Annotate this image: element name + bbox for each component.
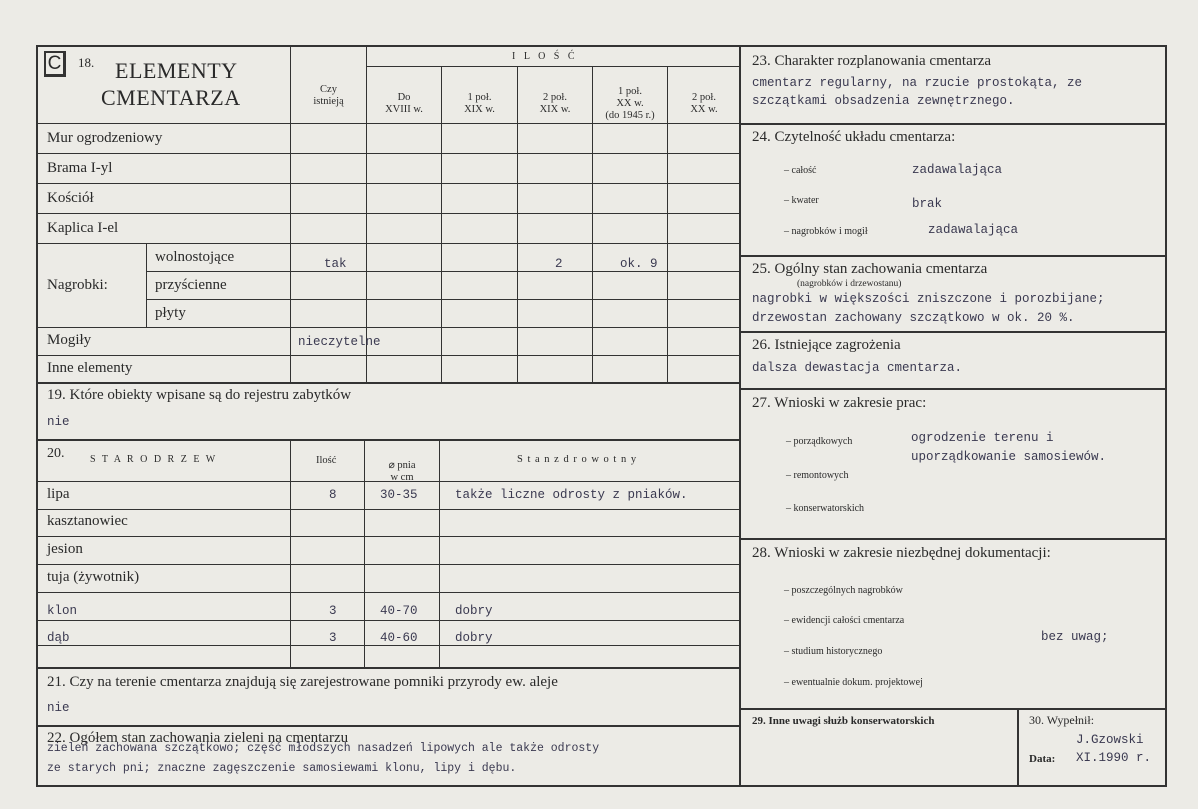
section18-title-line1: ELEMENTY <box>115 58 238 83</box>
row-label-mogily: Mogiły <box>47 332 92 348</box>
section26-value: dalsza dewastacja cmentarza. <box>752 361 963 375</box>
section20-col-ilosc: Ilość <box>316 455 337 466</box>
section28-item2: – ewidencji całości cmentarza <box>784 615 905 626</box>
section27-porz-value1: ogrodzenie terenu i <box>911 431 1054 445</box>
row-label-plyty: płyty <box>155 305 186 321</box>
outer-border-left <box>36 45 38 787</box>
hline <box>36 667 740 669</box>
hline <box>740 331 1166 333</box>
tree-row-ilosc: 3 <box>329 604 337 618</box>
hline <box>36 725 740 727</box>
col-header-1pol20 <box>593 74 667 122</box>
row-label-przyscienne: przyścienne <box>155 277 227 293</box>
section22-title: 22. Ogółem stan zachowania zieleni na cmentarzu <box>47 730 349 746</box>
hline <box>36 153 740 154</box>
hline <box>36 355 740 356</box>
hline <box>36 327 740 328</box>
col-header-2pol20-text: 2 poł. XX w. <box>690 92 718 116</box>
hline <box>740 255 1166 257</box>
tree-row-ilosc: 8 <box>329 488 337 502</box>
col-header-2pol20 <box>668 80 740 116</box>
section27-title: 27. Wnioski w zakresie prac: <box>752 395 927 411</box>
hline <box>740 538 1166 540</box>
section20-col-pnia <box>365 448 439 484</box>
section20-col-pnia-text: ⌀ pnia w cm <box>388 460 416 484</box>
col-header-2pol19-text: 2 poł. XIX w. <box>539 92 571 116</box>
hline <box>36 213 740 214</box>
hline <box>36 536 740 537</box>
section24-nagrobkow-label: – nagrobków i mogił <box>784 226 868 237</box>
section25-title: 25. Ogólny stan zachowania cmentarza <box>752 261 988 277</box>
col-header-1pol19-text: 1 poł. XIX w. <box>464 92 495 116</box>
ilosc-underline <box>367 66 740 67</box>
row-label-nagrobki: Nagrobki: <box>47 277 108 293</box>
tree-row-ilosc: 3 <box>329 631 337 645</box>
tree-row-pnia: 40-60 <box>380 631 418 645</box>
section19-value: nie <box>47 415 70 429</box>
section30-data-label: Data: <box>1029 753 1056 765</box>
section27-konserw-label: – konserwatorskich <box>786 503 865 514</box>
hline <box>36 183 740 184</box>
c-box-letter: C <box>47 53 62 74</box>
tree-row-stan: także liczne odrosty z pniaków. <box>455 488 688 502</box>
section21-title: 21. Czy na terenie cmentarza znajdują się zarejestrowane pomniki przyrody ew. aleje <box>47 674 558 690</box>
col-header-1pol20-text: 1 poł. XX w. (do 1945 r.) <box>605 86 655 122</box>
mogily-czy-value: nieczytelne <box>298 335 381 349</box>
hline <box>36 382 740 384</box>
section27-remont-label: – remontowych <box>786 470 849 481</box>
section23-title: 23. Charakter rozplanowania cmentarza <box>752 53 992 69</box>
vline <box>439 440 440 668</box>
col-header-do-text: Do XVIII w. <box>385 92 423 116</box>
wolno-czy-value: tak <box>324 257 347 271</box>
section27-porz-label: – porządkowych <box>786 436 853 447</box>
section29-title: 29. Inne uwagi służb konserwatorskich <box>752 715 935 727</box>
tree-row-name: dąb <box>47 631 70 645</box>
ilosc-label: I L O Ś Ć <box>512 51 578 62</box>
section24-title: 24. Czytelność układu cmentarza: <box>752 129 956 145</box>
col-header-czy <box>291 72 366 108</box>
hline <box>36 592 740 593</box>
section20-col-stan: S t a n z d r o w o t n y <box>517 454 638 465</box>
outer-border-bottom <box>36 785 1167 787</box>
row-label-inne: Inne elementy <box>47 360 133 376</box>
section20-number: 20. <box>47 446 65 461</box>
row-label-wolnostojace: wolnostojące <box>155 249 235 265</box>
col-header-czy-text: Czy istnieją <box>313 84 344 108</box>
section30-title: 30. Wypełnił: <box>1029 713 1095 727</box>
section18-title-line2: CMENTARZA <box>101 85 241 110</box>
section23-line1: cmentarz regularny, na rzucie prostokąta, ze <box>752 76 1083 90</box>
tree-row-stan: dobry <box>455 631 493 645</box>
section28-item3: – studium historycznego <box>784 646 883 657</box>
tree-row-pnia: 30-35 <box>380 488 418 502</box>
tree-row-stan: dobry <box>455 604 493 618</box>
hline <box>36 645 740 646</box>
section28-title: 28. Wnioski w zakresie niezbędnej dokumentacji: <box>752 545 1051 561</box>
section25-line1: nagrobki w większości zniszczone i porozbijane; <box>752 292 1105 306</box>
hline <box>36 564 740 565</box>
c-box <box>44 51 66 77</box>
row-label-mur: Mur ogrodzeniowy <box>47 130 163 146</box>
section30-name: J.Gzowski <box>1076 733 1144 747</box>
wolno-2pol19-value: 2 <box>555 257 563 271</box>
hline <box>740 708 1166 710</box>
hline <box>36 509 740 510</box>
section21-value: nie <box>47 701 70 715</box>
section20-title: S T A R O D R Z E W <box>90 454 218 465</box>
hline <box>36 620 740 621</box>
row-label-kosciol: Kościół <box>47 190 94 206</box>
section28-item4: – ewentualnie dokum. projektowej <box>784 677 923 688</box>
section25-subtitle: (nagrobków i drzewostanu) <box>797 279 902 289</box>
section24-kwater-value: brak <box>912 197 943 211</box>
vline <box>290 440 291 668</box>
row-label-kaplica: Kaplica I-el <box>47 220 119 236</box>
section24-calosc-value: zadawalająca <box>912 163 1003 177</box>
tree-row-name: jesion <box>47 541 83 557</box>
center-divider <box>739 45 741 787</box>
hline <box>36 123 740 124</box>
row-label-brama: Brama I-yl <box>47 160 113 176</box>
col-header-2pol19 <box>518 80 592 116</box>
section24-calosc-label: – całość <box>784 165 817 176</box>
section27-porz-value2: uporządkowanie samosiewów. <box>911 450 1107 464</box>
section23-line2: szczątkami obsadzenia zewnętrznego. <box>752 94 1015 108</box>
hline <box>740 123 1166 125</box>
vline <box>1017 708 1019 786</box>
tree-row-name: lipa <box>47 486 70 502</box>
section22-line1: zieleń zachowana szczątkowo; część młodszych nasadzeń lipowych ale także odrosty <box>47 742 600 755</box>
outer-border-right <box>1165 45 1167 787</box>
tree-row-pnia: 40-70 <box>380 604 418 618</box>
hline <box>36 243 740 244</box>
tree-row-name: klon <box>47 604 78 618</box>
wolno-1pol20-value: ok. 9 <box>620 257 658 271</box>
tree-row-name: kasztanowiec <box>47 513 128 529</box>
section26-title: 26. Istniejące zagrożenia <box>752 337 901 353</box>
hline <box>36 439 740 441</box>
section28-value: bez uwag; <box>1041 630 1109 644</box>
col-header-do <box>367 80 441 116</box>
hline <box>146 299 740 300</box>
section24-nagrobkow-value: zadawalająca <box>928 223 1019 237</box>
section22-line2: ze starych pni; znaczne zagęszczenie samosiewami klonu, lipy i dębu. <box>47 762 517 775</box>
section25-line2: drzewostan zachowany szczątkowo w ok. 20 %. <box>752 311 1075 325</box>
outer-border-top <box>36 45 1167 47</box>
section28-item1: – poszczególnych nagrobków <box>784 585 903 596</box>
section30-data-value: XI.1990 r. <box>1076 751 1152 765</box>
section18-number: 18. <box>78 55 95 70</box>
section19-title: 19. Które obiekty wpisane są do rejestru zabytków <box>47 387 352 403</box>
hline <box>146 271 740 272</box>
col-header-1pol19 <box>442 80 517 116</box>
hline <box>740 388 1166 390</box>
vline <box>146 243 147 327</box>
tree-row-name: tuja (żywotnik) <box>47 569 140 585</box>
section24-kwater-label: – kwater <box>784 195 819 206</box>
